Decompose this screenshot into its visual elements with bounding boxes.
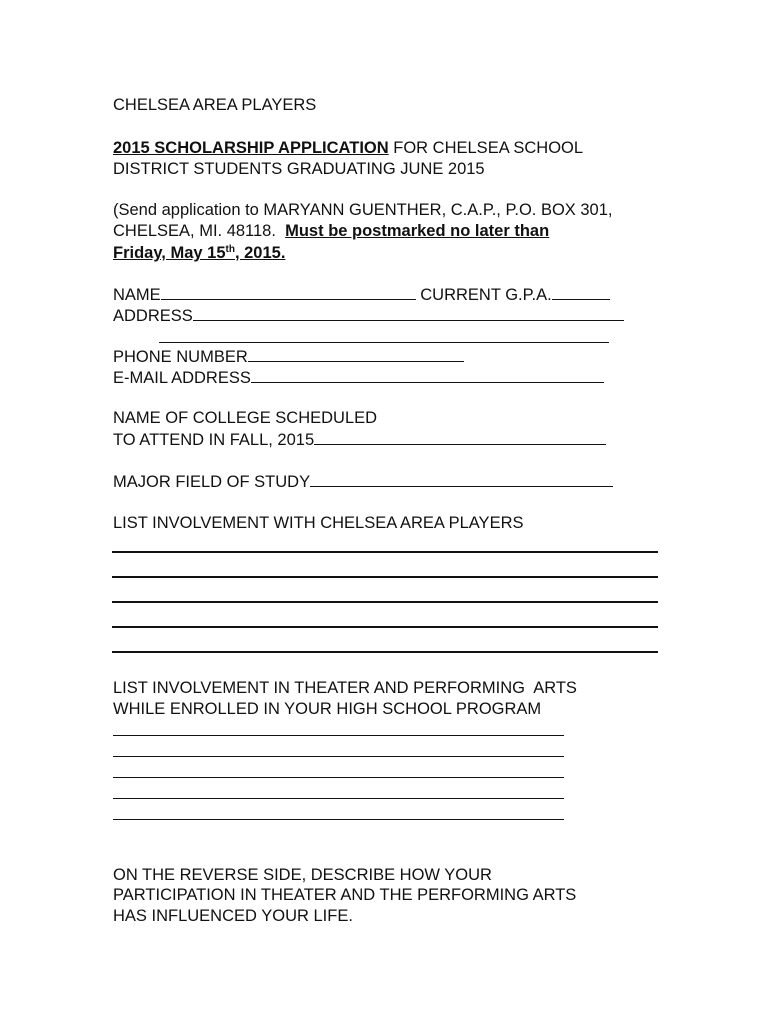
postmark-deadline: Must be postmarked no later than (285, 222, 550, 240)
hs-involvement-line[interactable] (113, 819, 564, 820)
email-label: E-MAIL ADDRESS (113, 369, 251, 387)
reverse-side-instructions-line-2: PARTICIPATION IN THEATER AND THE PERFORMING ARTS (113, 886, 577, 904)
deadline-date-part-1: Friday, May 15 (113, 244, 226, 262)
hs-involvement-line[interactable] (113, 798, 564, 799)
cap-involvement-line[interactable] (112, 551, 658, 553)
hs-involvement-line[interactable] (113, 777, 564, 778)
email-field[interactable] (251, 367, 604, 383)
name-field[interactable] (161, 284, 416, 300)
instructions-address: CHELSEA, MI. 48118. (113, 222, 286, 240)
college-label-line-1: NAME OF COLLEGE SCHEDULED (113, 409, 378, 427)
hs-involvement-heading-line-2: WHILE ENROLLED IN YOUR HIGH SCHOOL PROGRAM (113, 700, 542, 718)
heading-line-2: DISTRICT STUDENTS GRADUATING JUNE 2015 (113, 160, 485, 178)
phone-field[interactable] (248, 346, 464, 362)
reverse-side-instructions-line-1: ON THE REVERSE SIDE, DESCRIBE HOW YOUR (113, 866, 492, 884)
hs-involvement-heading-line-1: LIST INVOLVEMENT IN THEATER AND PERFORMING ARTS (113, 679, 577, 697)
cap-involvement-line[interactable] (112, 626, 658, 628)
college-field[interactable] (314, 429, 606, 445)
heading-rest: FOR CHELSEA SCHOOL (388, 139, 584, 157)
deadline-date (113, 243, 285, 263)
org-title: CHELSEA AREA PLAYERS (113, 96, 317, 114)
major-row (113, 471, 613, 492)
college-row (113, 429, 606, 450)
name-label: NAME (113, 286, 161, 304)
address-label: ADDRESS (113, 307, 193, 325)
phone-label: PHONE NUMBER (113, 348, 248, 366)
email-row (113, 367, 604, 388)
phone-row (113, 346, 464, 367)
deadline-date-suffix: th (225, 244, 235, 255)
hs-involvement-line[interactable] (113, 756, 564, 757)
gpa-label: CURRENT G.P.A. (420, 286, 552, 304)
name-row (113, 284, 610, 305)
reverse-side-instructions-line-3: HAS INFLUENCED YOUR LIFE. (113, 907, 353, 925)
major-label: MAJOR FIELD OF STUDY (113, 473, 311, 491)
cap-involvement-line[interactable] (112, 601, 658, 603)
address-field-line-2[interactable] (159, 342, 609, 343)
application-heading (113, 138, 583, 158)
cap-involvement-line[interactable] (112, 651, 658, 653)
instructions-line-2 (113, 221, 549, 241)
heading-bold: 2015 SCHOLARSHIP APPLICATION (113, 139, 389, 157)
cap-involvement-heading: LIST INVOLVEMENT WITH CHELSEA AREA PLAYERS (113, 514, 524, 532)
gpa-field[interactable] (552, 284, 610, 300)
major-field[interactable] (310, 471, 613, 487)
instructions-line-1: (Send application to MARYANN GUENTHER, C.A.P., P.O. BOX 301, (113, 201, 613, 219)
address-field[interactable] (193, 305, 624, 321)
deadline-date-part-2: , 2015. (234, 244, 286, 262)
hs-involvement-line[interactable] (113, 735, 564, 736)
cap-involvement-line[interactable] (112, 576, 658, 578)
address-row (113, 305, 624, 326)
college-label-line-2: TO ATTEND IN FALL, 2015 (113, 431, 315, 449)
